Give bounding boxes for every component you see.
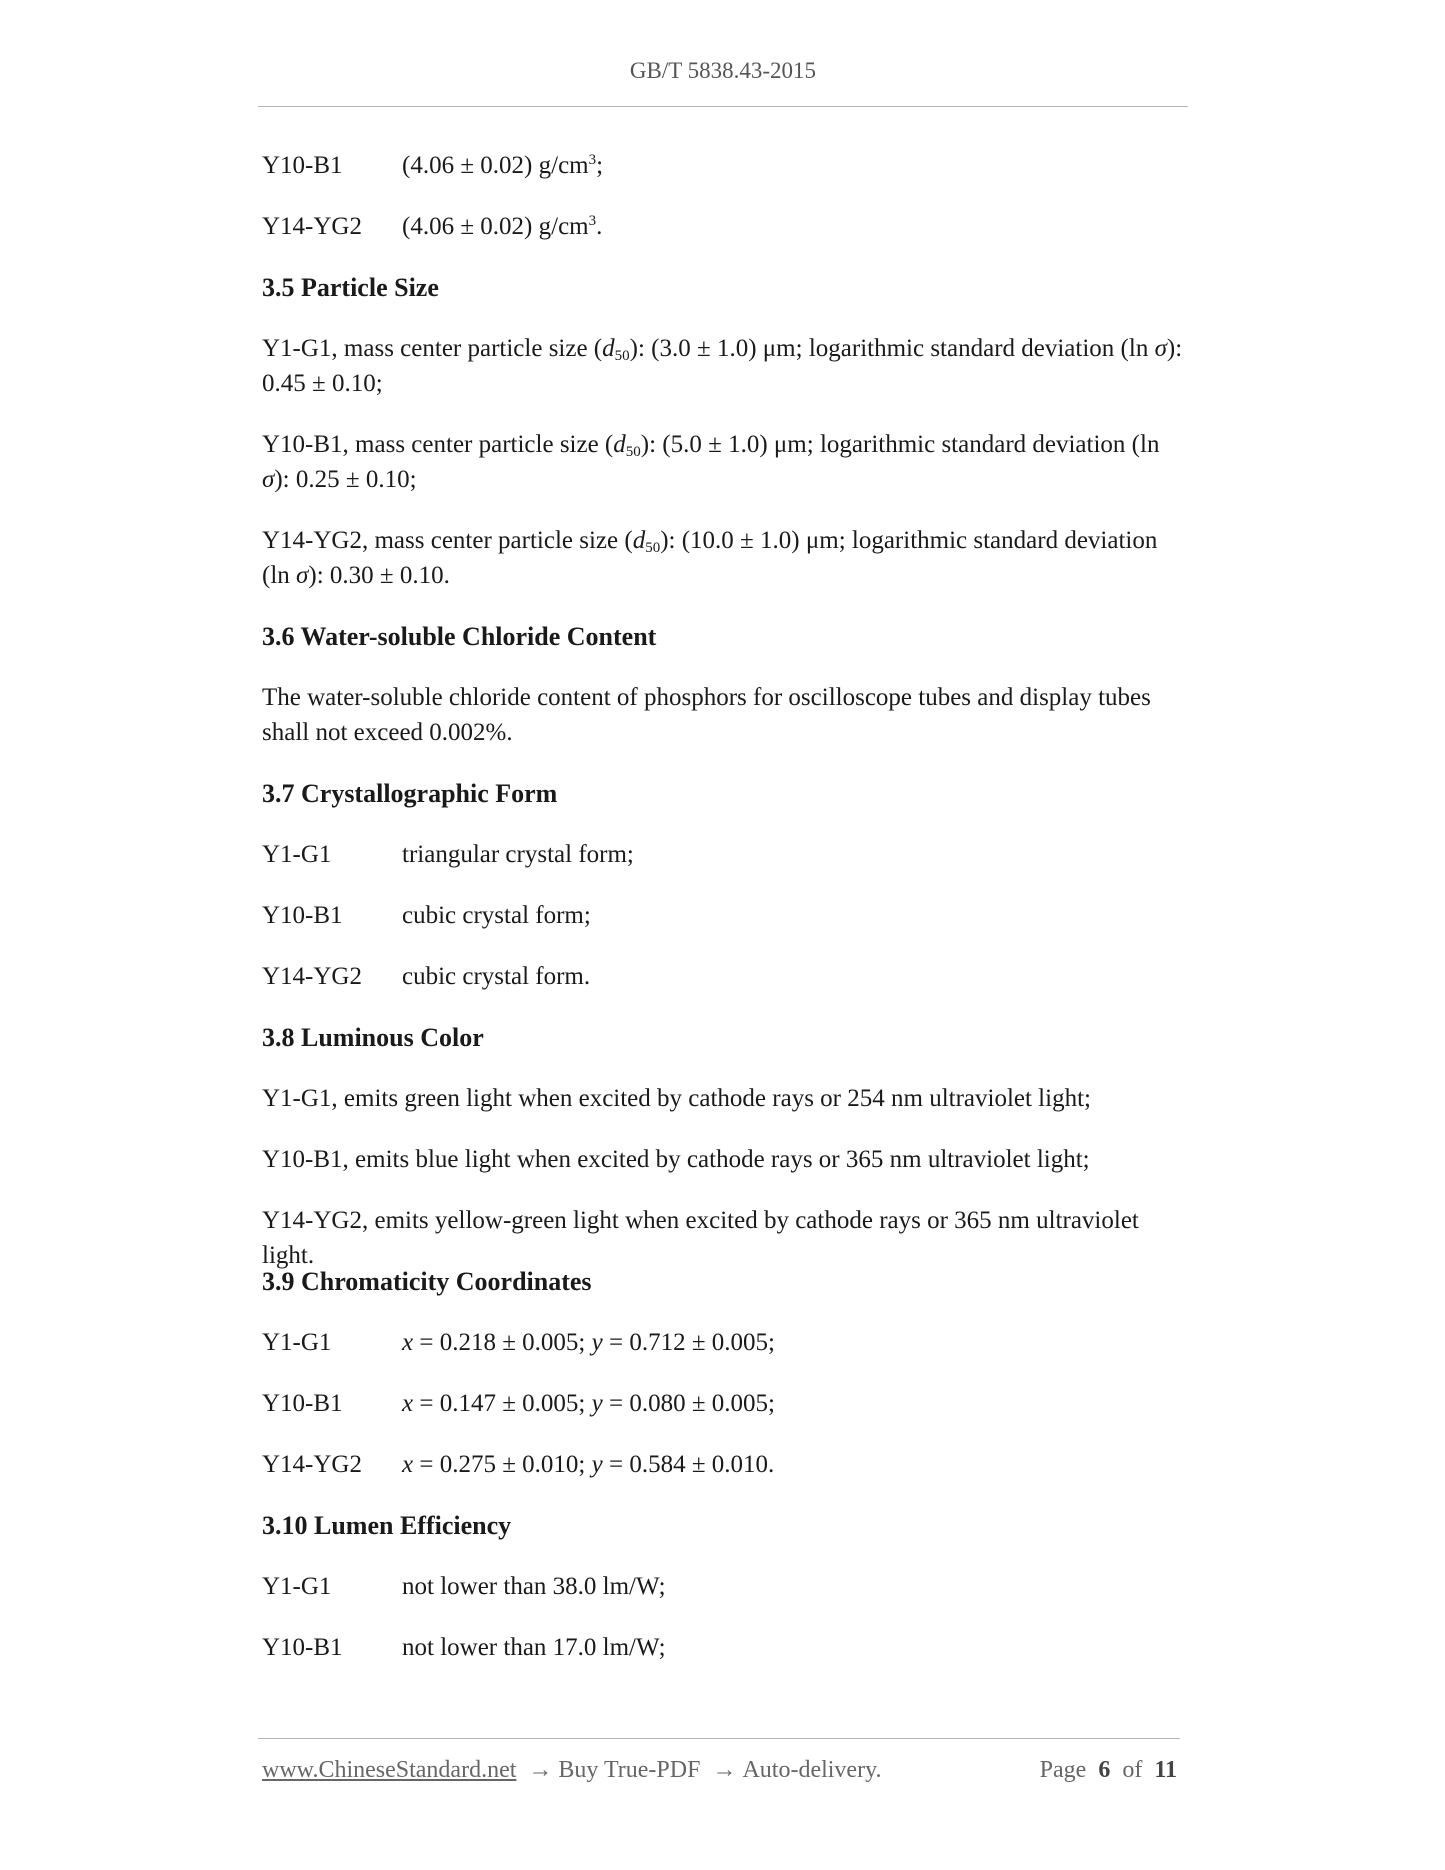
density-row xyxy=(262,209,1187,270)
product-code: Y10-B1 xyxy=(262,902,343,929)
section-heading-particle-size: 3.5 Particle Size xyxy=(262,273,439,302)
header-divider xyxy=(258,106,1188,107)
chromaticity-value: x = 0.147 ± 0.005; y = 0.080 ± 0.005; xyxy=(402,1390,775,1417)
arrow-right-icon: → xyxy=(712,1757,737,1783)
document-body xyxy=(262,148,1187,1691)
product-code: Y1-G1 xyxy=(262,841,332,868)
page-header: GB/T 5838.43-2015 xyxy=(629,58,817,83)
luminous-color-line: Y1-G1, emits green light when excited by cathode rays or 254 nm ultraviolet light; xyxy=(262,1085,1091,1112)
density-value: (4.06 ± 0.02) $g/cm^3$. xyxy=(402,213,603,240)
crystal-row xyxy=(262,959,1187,1020)
luminous-color-line: Y14-YG2, emits yellow-green light when excited by cathode rays or 365 nm ultraviolet light. xyxy=(262,1207,1139,1269)
chinese-standard-link[interactable]: www.ChineseStandard.net xyxy=(262,1757,517,1783)
crystal-value: triangular crystal form; xyxy=(402,841,634,868)
crystal-value: cubic crystal form. xyxy=(402,963,591,990)
product-code: Y1-G1 xyxy=(262,1573,332,1600)
section-heading-lumen-efficiency: 3.10 Lumen Efficiency xyxy=(262,1511,512,1540)
section-heading-crystal-form: 3.7 Crystallographic Form xyxy=(262,779,558,808)
product-code: Y10-B1 xyxy=(262,1634,343,1661)
product-code: Y14-YG2 xyxy=(262,213,362,240)
product-code: Y1-G1 xyxy=(262,1329,332,1356)
auto-delivery-text: Auto-delivery. xyxy=(742,1757,882,1783)
chromaticity-value: x = 0.218 ± 0.005; y = 0.712 ± 0.005; xyxy=(402,1329,775,1356)
section-heading-chloride: 3.6 Water-soluble Chloride Content xyxy=(262,622,657,651)
luminous-color-line: Y10-B1, emits blue light when excited by cathode rays or 365 nm ultraviolet light; xyxy=(262,1146,1090,1173)
footer-left xyxy=(262,1757,882,1784)
chromaticity-value: x = 0.275 ± 0.010; y = 0.584 ± 0.010. xyxy=(402,1451,775,1478)
chromaticity-row xyxy=(262,1386,1187,1447)
crystal-row xyxy=(262,837,1187,898)
section-heading-chromaticity: 3.9 Chromaticity Coordinates xyxy=(262,1267,592,1296)
product-code: Y14-YG2 xyxy=(262,1451,362,1478)
crystal-row xyxy=(262,898,1187,959)
particle-size-paragraph: Y14-YG2, mass center particle size $(d_{50})$: (10.0 ± 1.0) μm; logarithmic standard deviation (ln σ): 0.30 ± 0.10. xyxy=(262,527,1158,589)
particle-size-paragraph: Y10-B1, mass center particle size $(d_{50})$: (5.0 ± 1.0) μm; logarithmic standard deviation (ln σ): 0.25 ± 0.10; xyxy=(262,431,1160,493)
lumen-row xyxy=(262,1630,1187,1691)
density-row xyxy=(262,148,1187,209)
product-code: Y14-YG2 xyxy=(262,963,362,990)
page-total: 11 xyxy=(1154,1757,1177,1783)
crystal-value: cubic crystal form; xyxy=(402,902,591,929)
product-code: Y10-B1 xyxy=(262,1390,343,1417)
lumen-value: not lower than 38.0 lm/W; xyxy=(402,1573,666,1600)
section-heading-luminous-color: 3.8 Luminous Color xyxy=(262,1023,484,1052)
arrow-right-icon: → xyxy=(528,1757,553,1783)
footer-divider xyxy=(258,1738,1180,1739)
density-value: (4.06 ± 0.02) $g/cm^3$; xyxy=(402,152,604,179)
page-footer xyxy=(262,1757,1177,1784)
lumen-row xyxy=(262,1569,1187,1630)
product-code: Y10-B1 xyxy=(262,152,343,179)
chloride-paragraph: The water-soluble chloride content of phosphors for oscilloscope tubes and display tubes shall not exceed 0.002%. xyxy=(262,684,1151,746)
page-number: 6 xyxy=(1098,1757,1111,1783)
buy-pdf-text: Buy True-PDF xyxy=(558,1757,701,1783)
particle-size-paragraph: Y1-G1, mass center particle size $(d_{50})$: (3.0 ± 1.0) μm; logarithmic standard deviation (ln σ): 0.45 ± 0.10; xyxy=(262,335,1183,397)
chromaticity-row xyxy=(262,1325,1187,1386)
page-indicator: Page 6 of 11 xyxy=(1039,1757,1177,1783)
lumen-value: not lower than 17.0 lm/W; xyxy=(402,1634,666,1661)
chromaticity-row xyxy=(262,1447,1187,1508)
